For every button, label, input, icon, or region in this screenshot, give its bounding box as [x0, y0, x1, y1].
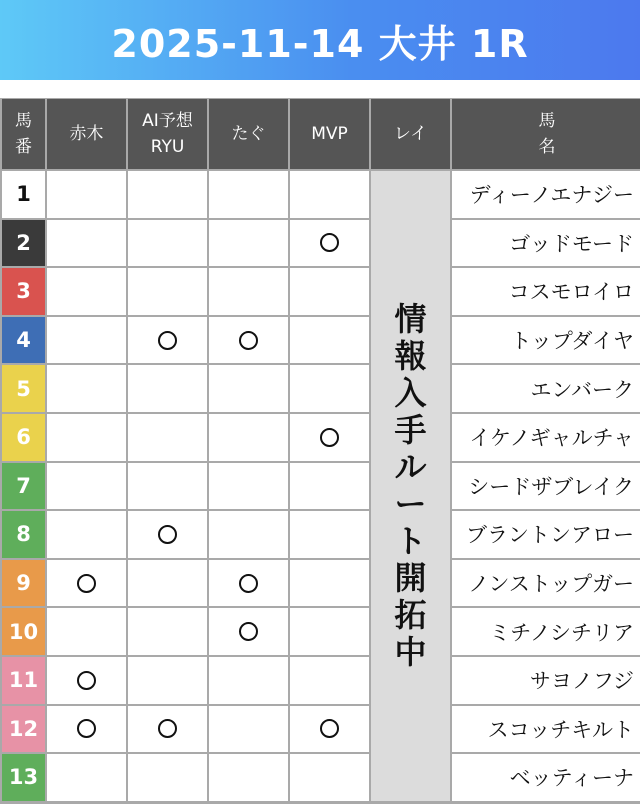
rei-note-char: 手 — [394, 410, 427, 449]
mark-cell — [128, 268, 207, 315]
mark-cell — [128, 754, 207, 801]
header-horse-name-label: 馬 — [538, 111, 556, 131]
mark-cell — [47, 317, 126, 364]
rei-note-char: 開 — [394, 558, 427, 597]
horse-name — [452, 171, 640, 218]
mark-cell — [47, 463, 126, 510]
horse-name-label: コスモロイロ — [508, 280, 634, 305]
rei-note-char: 情 — [394, 299, 427, 338]
mark-cell — [209, 268, 288, 315]
mark-cell — [209, 560, 288, 607]
header-predictor-3 — [209, 99, 288, 169]
mark-cell — [128, 706, 207, 753]
mark-cell — [290, 511, 369, 558]
mark-cell — [47, 754, 126, 801]
mark-cell — [290, 560, 369, 607]
header-number — [2, 99, 45, 169]
mark-cell — [209, 220, 288, 267]
horse-name-label: ベッティーナ — [509, 766, 634, 791]
horse-number: 4 — [2, 317, 45, 364]
mark-cell — [290, 657, 369, 704]
mark-cell — [209, 511, 288, 558]
circle-mark-icon — [239, 574, 258, 593]
mark-cell — [47, 268, 126, 315]
horse-number: 10 — [2, 608, 45, 655]
header-number-label: 馬 — [15, 111, 32, 131]
horse-number: 1 — [2, 171, 45, 218]
mark-cell — [47, 365, 126, 412]
mark-cell — [47, 657, 126, 704]
circle-mark-icon — [77, 671, 96, 690]
header-predictor-4 — [290, 99, 369, 169]
mark-cell — [47, 414, 126, 461]
horse-name-label: エンバーク — [530, 377, 634, 402]
horse-name — [452, 365, 640, 412]
mark-cell — [47, 608, 126, 655]
rei-note-char: 中 — [394, 632, 427, 671]
mark-cell — [290, 220, 369, 267]
mark-cell — [47, 220, 126, 267]
mark-cell — [128, 608, 207, 655]
horse-number: 12 — [2, 706, 45, 753]
mark-cell — [209, 706, 288, 753]
mark-cell — [290, 268, 369, 315]
mark-cell — [128, 220, 207, 267]
horse-name — [452, 220, 640, 267]
mark-cell — [290, 706, 369, 753]
circle-mark-icon — [158, 525, 177, 544]
horse-number: 6 — [2, 414, 45, 461]
mark-cell — [290, 317, 369, 364]
horse-name — [452, 706, 640, 753]
horse-name-label: シードザブレイク — [468, 474, 634, 499]
horse-name — [452, 414, 640, 461]
horse-number: 3 — [2, 268, 45, 315]
horse-name-label: ミチノシチリア — [489, 620, 634, 645]
horse-name — [452, 463, 640, 510]
horse-name — [452, 511, 640, 558]
mark-cell — [128, 463, 207, 510]
circle-mark-icon — [320, 719, 339, 738]
race-title: 2025-11-14 大井 1R — [111, 21, 529, 66]
circle-mark-icon — [158, 331, 177, 350]
mark-cell — [209, 414, 288, 461]
header-predictor-2 — [128, 99, 207, 169]
mark-cell — [209, 171, 288, 218]
horse-name — [452, 657, 640, 704]
mark-cell — [47, 706, 126, 753]
header-predictor-label: RYU — [150, 137, 185, 157]
rei-note — [371, 171, 450, 801]
horse-name — [452, 560, 640, 607]
horse-number: 5 — [2, 365, 45, 412]
horse-name — [452, 608, 640, 655]
horse-number: 8 — [2, 511, 45, 558]
mark-cell — [290, 463, 369, 510]
circle-mark-icon — [320, 428, 339, 447]
horse-name — [452, 268, 640, 315]
rei-note-char: ル — [394, 447, 427, 486]
horse-name-label: トップダイヤ — [510, 329, 634, 354]
header-horse-name-label: 名 — [538, 137, 556, 157]
horse-name — [452, 317, 640, 364]
mark-cell — [290, 171, 369, 218]
horse-name-label: サヨノフジ — [529, 669, 634, 694]
mark-cell — [209, 657, 288, 704]
horse-number: 2 — [2, 220, 45, 267]
circle-mark-icon — [158, 719, 177, 738]
horse-name-label: ノンストップガー — [468, 572, 634, 597]
horse-name-label: スコッチキルト — [487, 717, 634, 742]
mark-cell — [128, 414, 207, 461]
header-horse-name — [452, 99, 640, 169]
mark-cell — [290, 365, 369, 412]
header-rei-label: レイ — [393, 124, 428, 144]
mark-cell — [209, 754, 288, 801]
circle-mark-icon — [239, 331, 258, 350]
prediction-table — [0, 98, 640, 804]
horse-number: 7 — [2, 463, 45, 510]
mark-cell — [128, 560, 207, 607]
mark-cell — [209, 608, 288, 655]
rei-note-char: ト — [394, 521, 427, 560]
horse-name-label: ゴッドモード — [509, 231, 634, 256]
rei-note-char: 入 — [394, 373, 427, 412]
circle-mark-icon — [77, 719, 96, 738]
horse-name-label: ディーノエナジー — [469, 183, 634, 208]
horse-name-label: イケノギャルチャ — [469, 426, 634, 451]
mark-cell — [290, 608, 369, 655]
circle-mark-icon — [239, 622, 258, 641]
circle-mark-icon — [320, 233, 339, 252]
mark-cell — [209, 463, 288, 510]
race-header — [0, 0, 640, 80]
horse-name-label: ブラントンアロー — [466, 523, 634, 548]
mark-cell — [128, 511, 207, 558]
header-predictor-label: 赤木 — [69, 124, 104, 144]
mark-cell — [290, 414, 369, 461]
mark-cell — [209, 317, 288, 364]
rei-note-char: 報 — [394, 336, 427, 375]
header-number-label: 番 — [15, 137, 32, 157]
mark-cell — [128, 171, 207, 218]
mark-cell — [47, 560, 126, 607]
horse-name — [452, 754, 640, 801]
mark-cell — [290, 754, 369, 801]
mark-cell — [128, 317, 207, 364]
horse-number: 9 — [2, 560, 45, 607]
rei-note-char: 拓 — [394, 595, 427, 634]
circle-mark-icon — [77, 574, 96, 593]
header-predictor-label: MVP — [311, 124, 348, 144]
header-predictor-label: AI予想 — [142, 111, 193, 131]
mark-cell — [209, 365, 288, 412]
mark-cell — [128, 657, 207, 704]
mark-cell — [128, 365, 207, 412]
mark-cell — [47, 171, 126, 218]
header-predictor-1 — [47, 99, 126, 169]
horse-number: 11 — [2, 657, 45, 704]
header-rei — [371, 99, 450, 169]
header-predictor-label: たぐ — [231, 124, 266, 144]
rei-note-char: ー — [394, 484, 427, 523]
horse-number: 13 — [2, 754, 45, 801]
mark-cell — [47, 511, 126, 558]
